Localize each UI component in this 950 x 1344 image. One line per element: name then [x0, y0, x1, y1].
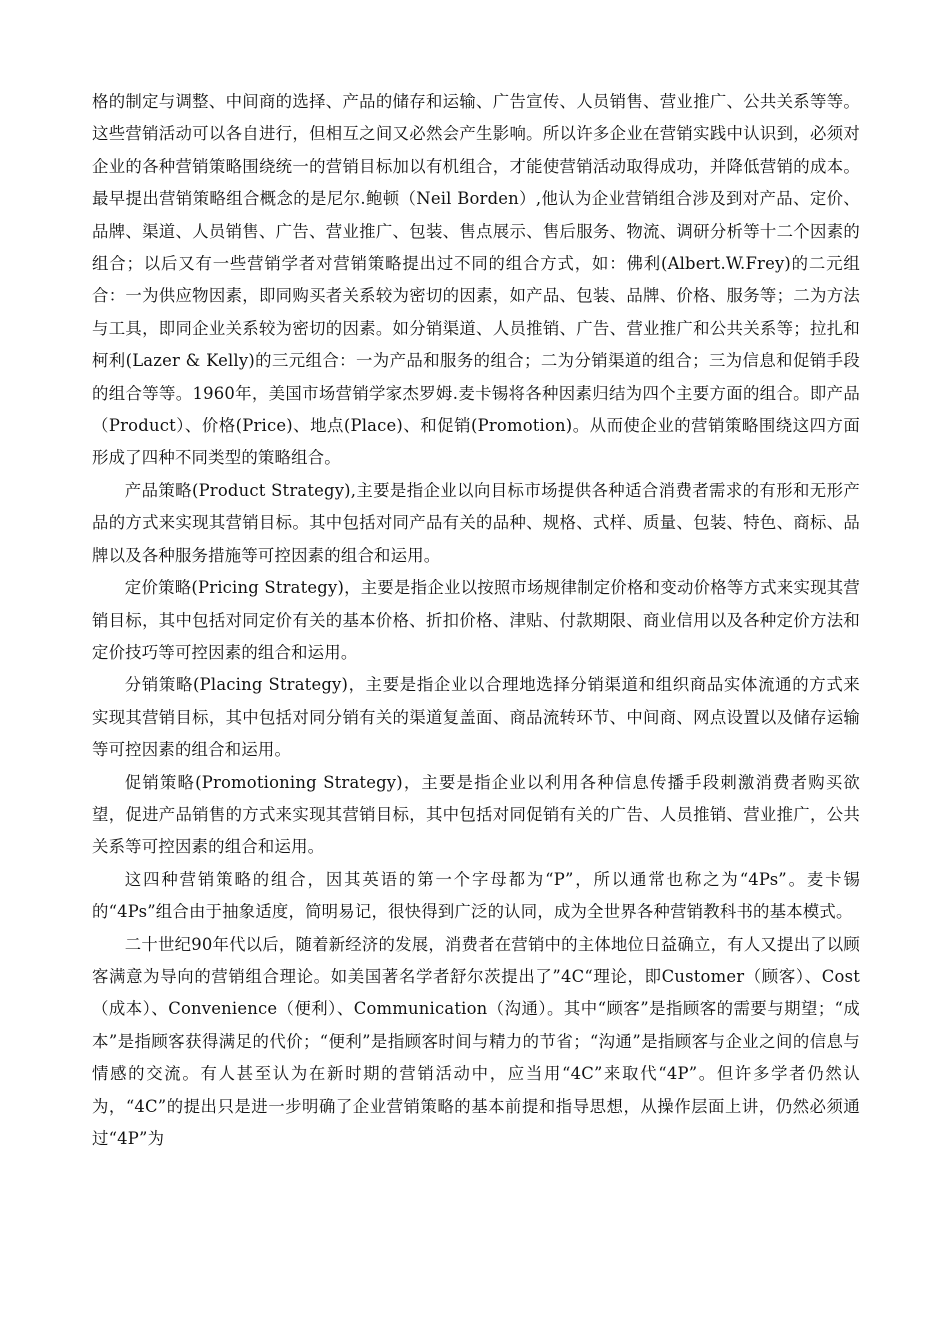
paragraph-4c-theory: 二十世纪90年代以后，随着新经济的发展，消费者在营销中的主体地位日益确立，有人又提出了以顾客满意为导向的营销组合理论。如美国著名学者舒尔茨提出了”4C“理论，即Customer（顾客）、Cost（成本）、Convenience（便利）、Communication（沟通）。其中“顾客”是指顾客的需要与期望；“成本”是指顾客获得满足的代价；“便利”是指顾客时间与精力的节省；“沟通”是指顾客与企业之间的信息与情感的交流。有人甚至认为在新时期的营销活动中，应当用“4C”来取代“4P”。但许多学者仍然认为，“4C”的提出只是进一步明确了企业营销策略的基本前提和指导思想，从操作层面上讲，仍然必须通过“4P”为 [92, 934, 860, 1148]
document-body [92, 86, 860, 1155]
paragraph-pricing-strategy: 定价策略(Pricing Strategy)，主要是指企业以按照市场规律制定价格和变动价格等方式来实现其营销目标，其中包括对同定价有关的基本价格、折扣价格、津贴、付款期限、商业信用以及各种定价方法和定价技巧等可控因素的组合和运用。 [92, 578, 860, 662]
paragraph-promotion-strategy: 促销策略(Promotioning Strategy)，主要是指企业以利用各种信息传播手段刺激消费者购买欲望，促进产品销售的方式来实现其营销目标，其中包括对同促销有关的广告、人员推销、营业推广，公共关系等可控因素的组合和运用。 [92, 772, 860, 857]
paragraph-4ps-summary: 这四种营销策略的组合，因其英语的第一个字母都为“P”，所以通常也称之为“4Ps”。麦卡锡的“4Ps”组合由于抽象适度，简明易记，很快得到广泛的认同，成为全世界各种营销教科书的基本模式。 [92, 869, 860, 922]
paragraph-placing-strategy: 分销策略(Placing Strategy)，主要是指企业以合理地选择分销渠道和组织商品实体流通的方式来实现其营销目标，其中包括对同分销有关的渠道复盖面、商品流转环节、中间商、网点设置以及储存运输等可控因素的组合和运用。 [92, 675, 860, 760]
paragraph-product-strategy: 产品策略(Product Strategy),主要是指企业以向目标市场提供各种适合消费者需求的有形和无形产品的方式来实现其营销目标。其中包括对同产品有关的品种、规格、式样、质量、包装、特色、商标、品牌以及各种服务措施等可控因素的组合和运用。 [92, 480, 860, 565]
paragraph-marketing-mix-intro: 格的制定与调整、中间商的选择、产品的储存和运输、广告宣传、人员销售、营业推广、公共关系等等。这些营销活动可以各自进行，但相互之间又必然会产生影响。所以许多企业在营销实践中认识到，必须对企业的各种营销策略围绕统一的营销目标加以有机组合，才能使营销活动取得成功，并降低营销的成本。最早提出营销策略组合概念的是尼尔.鲍顿（Neil Borden）,他认为企业营销组合涉及到对产品、定价、品牌、渠道、人员销售、广告、营业推广、包装、售点展示、售后服务、物流、调研分析等十二个因素的组合；以后又有一些营销学者对营销策略提出过不同的组合方式，如：佛利(Albert.W.Frey)的二元组合：一为供应物因素，即同购买者关系较为密切的因素，如产品、包装、品牌、价格、服务等；二为方法与工具，即同企业关系较为密切的因素。如分销渠道、人员推销、广告、营业推广和公共关系等；拉扎和柯利(Lazer & Kelly)的三元组合：一为产品和服务的组合；二为分销渠道的组合；三为信息和促销手段的组合等等。1960年，美国市场营销学家杰罗姆.麦卡锡将各种因素归结为四个主要方面的组合。即产品（Product）、价格(Price)、地点(Place)、和促销(Promotion)。从而使企业的营销策略围绕这四方面形成了四种不同类型的策略组合。 [92, 92, 860, 468]
